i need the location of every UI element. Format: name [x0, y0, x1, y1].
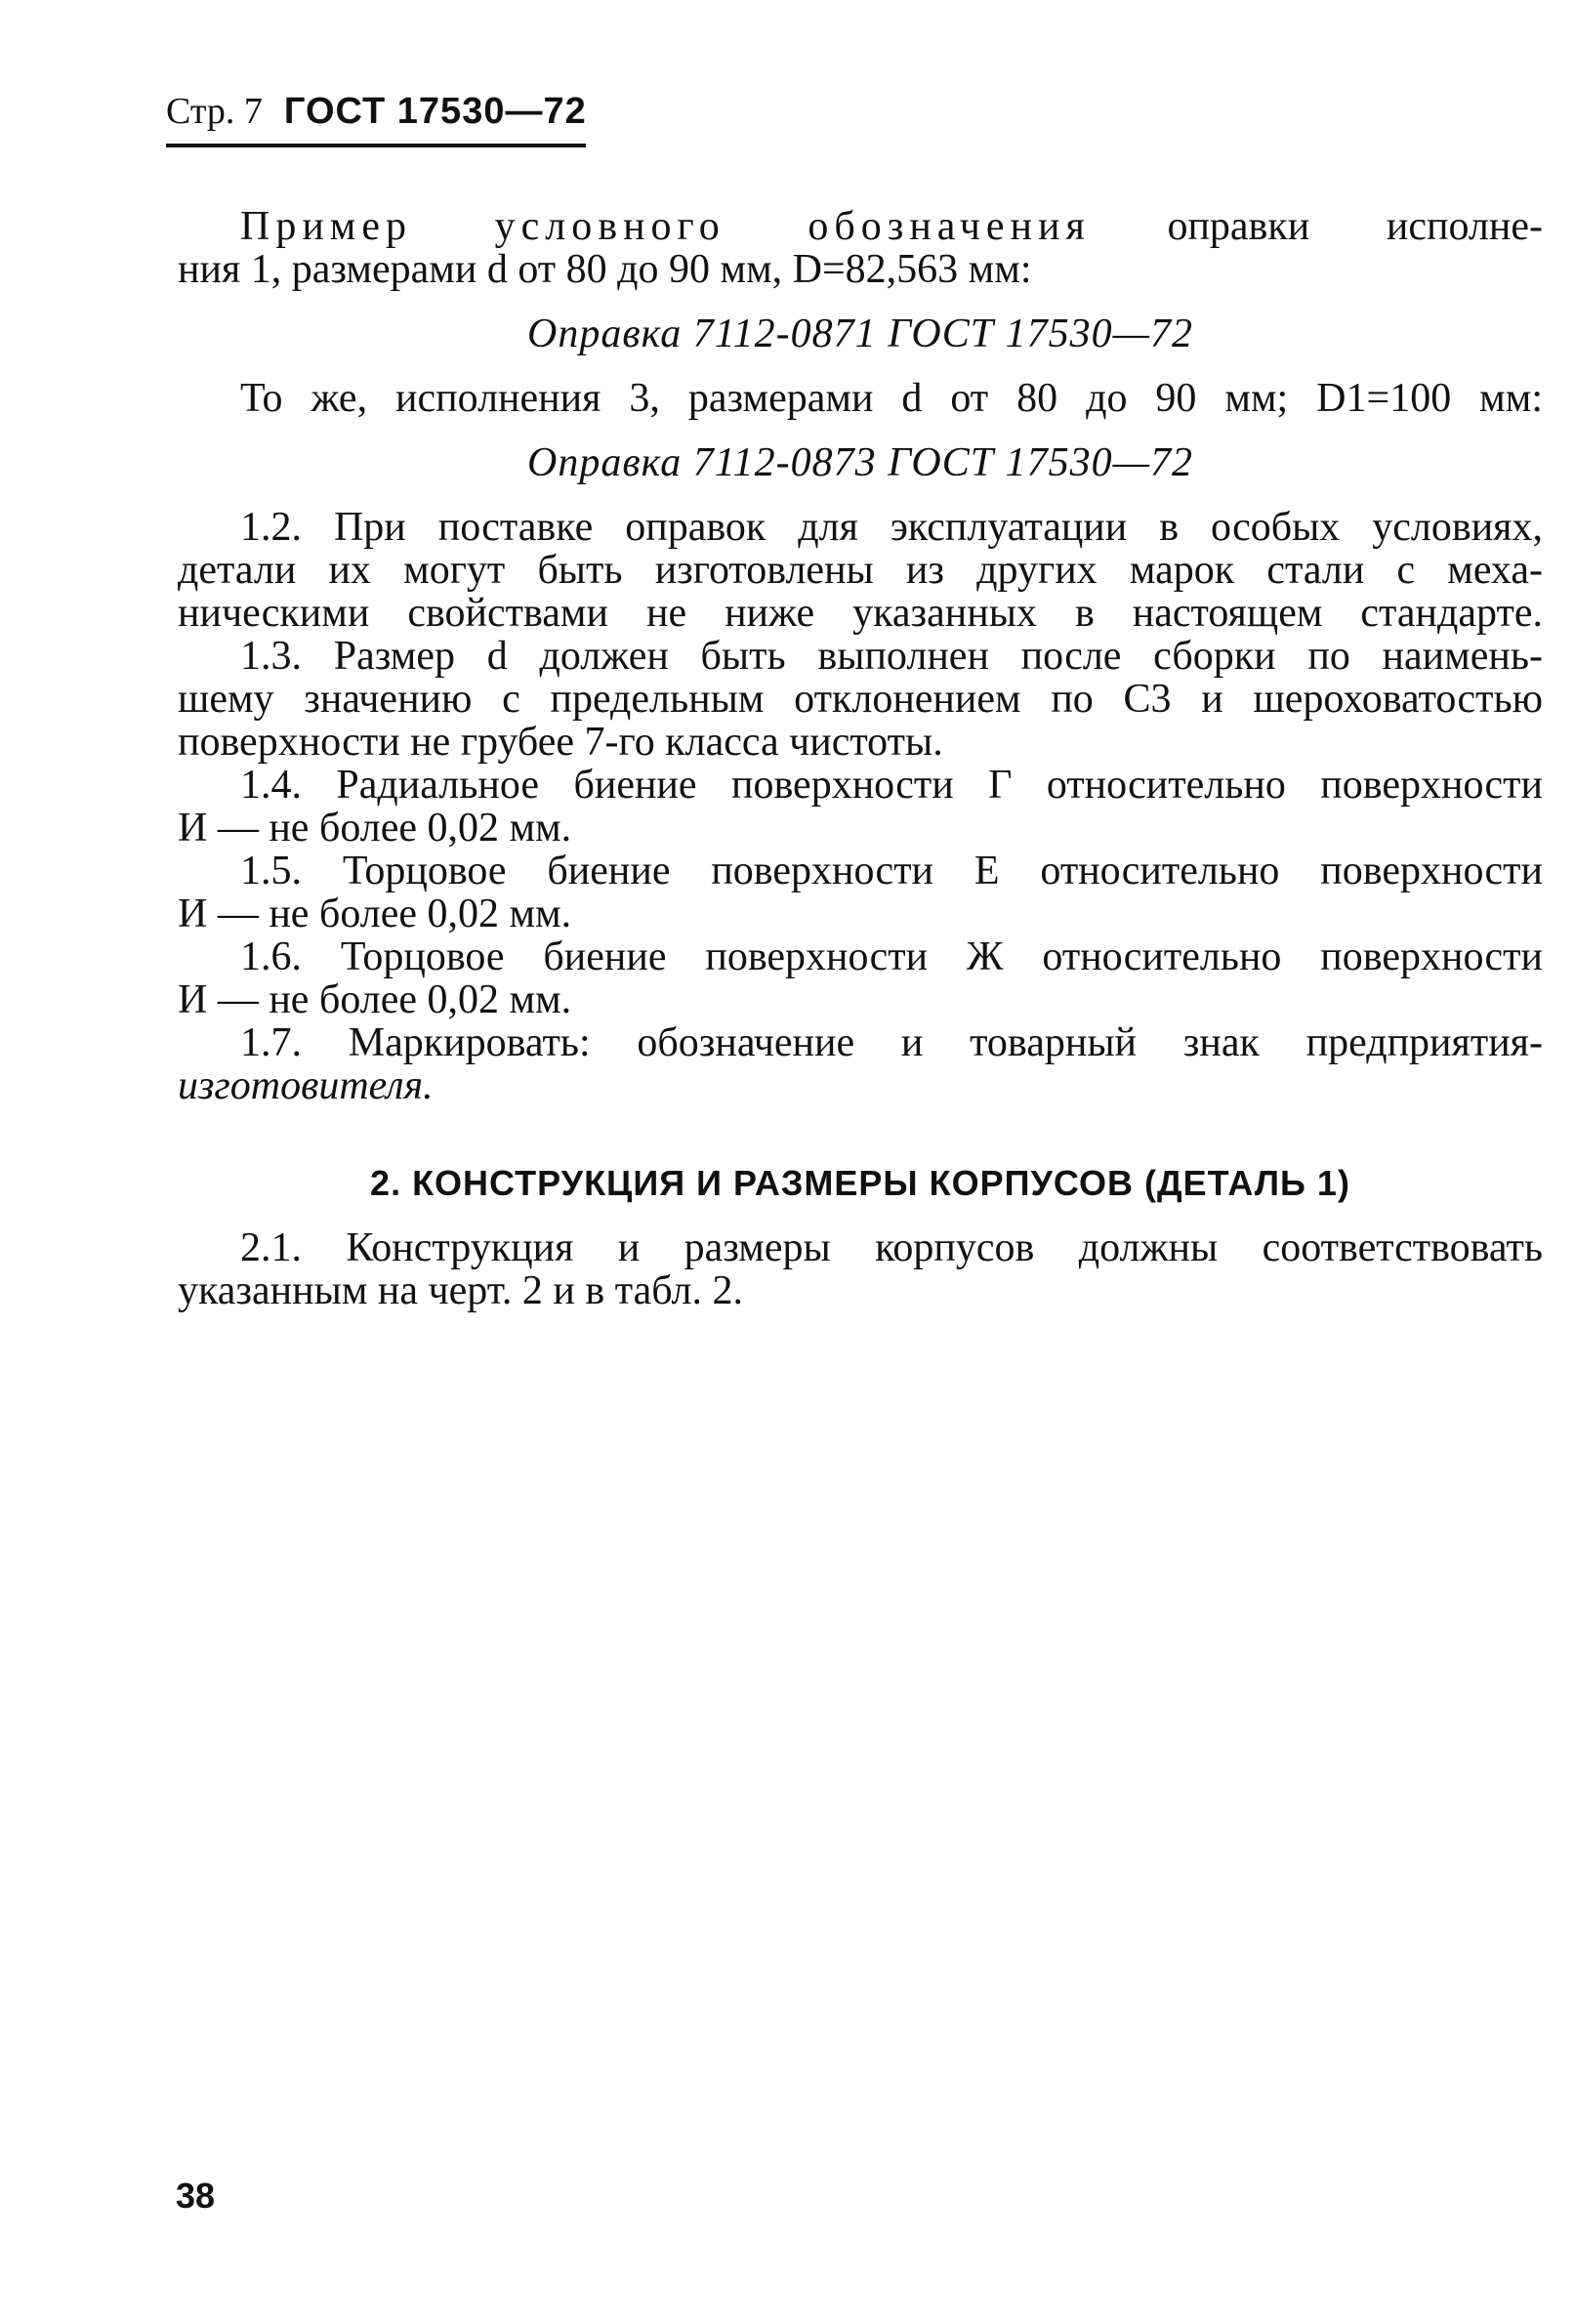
example-emphasis: Пример условного обозначения: [240, 204, 1091, 249]
clause-1-6-line-2: И — не более 0,02 мм.: [178, 977, 572, 1022]
same-line: То же, исполнения 3, размерами d от 80 до 90 мм; D1=100 мм:: [240, 376, 1543, 421]
designation-2: Оправка 7112-0873 ГОСТ 17530—72: [527, 440, 1193, 485]
example-line-2: ния 1, размерами d от 80 до 90 мм, D=82,563 мм:: [178, 247, 1032, 292]
clause-1-2-line-1: 1.2. При поставке оправок для эксплуатации в особых условиях,: [240, 505, 1543, 550]
example-line-1-rest: оправки исполне-: [1090, 204, 1543, 249]
clause-2-1-line-2: указанным на черт. 2 и в табл. 2.: [178, 1268, 744, 1313]
clause-1-6-line-1: 1.6. Торцовое биение поверхности Ж относительно поверхности: [240, 934, 1543, 979]
running-header: [166, 93, 586, 147]
clause-2-1-line-1: 2.1. Конструкция и размеры корпусов должны соответствовать: [240, 1225, 1543, 1270]
page-label: Стр. 7: [166, 91, 263, 132]
clause-1-4-line-1: 1.4. Радиальное биение поверхности Г относительно поверхности: [240, 763, 1543, 808]
clause-1-3-line-2: шему значению с предельным отклонением по С3 и шероховатостью: [178, 677, 1543, 722]
clause-1-2-line-3: ническими свойствами не ниже указанных в настоящем стандарте.: [178, 591, 1543, 636]
clause-1-5-line-1: 1.5. Торцовое биение поверхности Е относительно поверхности: [240, 849, 1543, 893]
clause-1-5-line-2: И — не более 0,02 мм.: [178, 892, 572, 936]
clause-1-2-line-2: детали их могут быть изготовлены из других марок стали с меха-: [178, 548, 1543, 593]
body-text: [178, 205, 1543, 1312]
clause-1-3-line-1: 1.3. Размер d должен быть выполнен после сборки по наимень-: [240, 634, 1543, 679]
clause-1-7-line-1: 1.7. Маркировать: обозначение и товарный знак предприятия-: [240, 1020, 1543, 1065]
section-2-heading: 2. КОНСТРУКЦИЯ И РАЗМЕРЫ КОРПУСОВ (ДЕТАЛЬ 1): [370, 1163, 1350, 1203]
clause-1-7-line-2: изготовителя.: [178, 1063, 434, 1108]
standard-code: ГОСТ 17530—72: [283, 91, 587, 132]
clause-1-3-line-3: поверхности не грубее 7-го класса чистоты.: [178, 720, 943, 765]
page-number: 38: [176, 2176, 216, 2216]
designation-1: Оправка 7112-0871 ГОСТ 17530—72: [527, 311, 1193, 356]
clause-1-4-line-2: И — не более 0,02 мм.: [178, 806, 572, 851]
example-line-1: [178, 205, 1543, 248]
